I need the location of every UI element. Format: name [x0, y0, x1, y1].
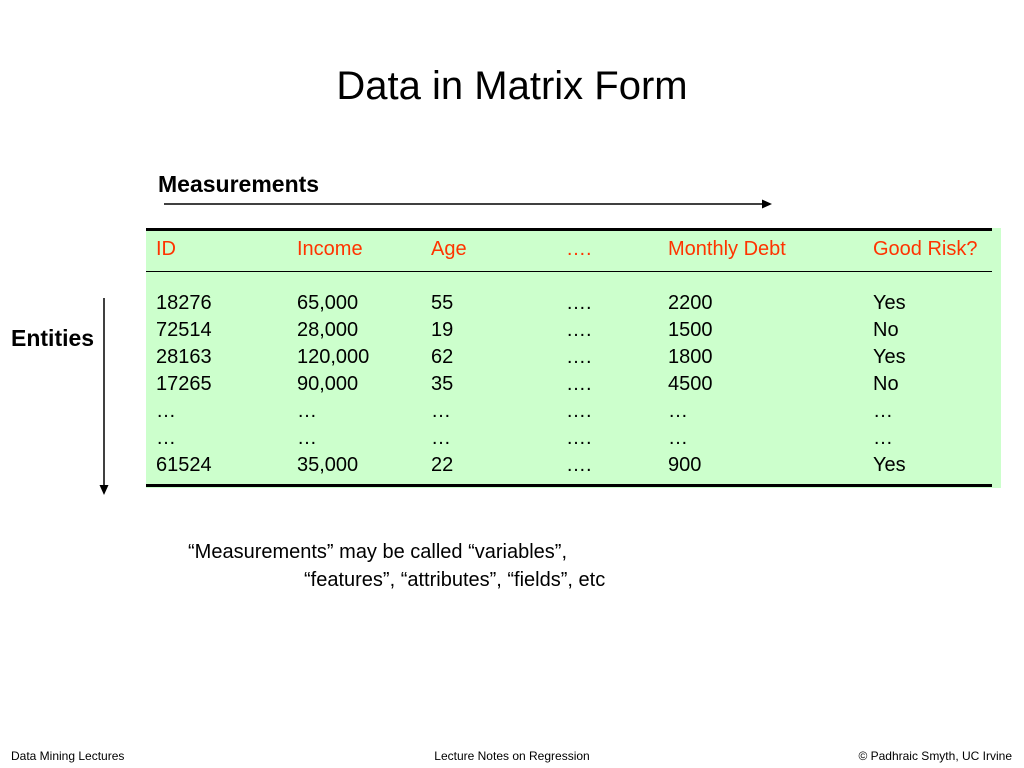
cell-income: 35,000: [297, 454, 359, 476]
table-header-rule: [146, 271, 992, 272]
cell-id: 17265: [156, 373, 212, 395]
cell-income: …: [297, 427, 317, 449]
table-bottom-rule: [146, 484, 992, 487]
cell-ellipsis: ….: [566, 400, 592, 422]
cell-monthly-debt: 1500: [668, 319, 713, 341]
cell-good-risk: Yes: [873, 346, 906, 368]
cell-ellipsis: ….: [566, 319, 592, 341]
cell-ellipsis: ….: [566, 454, 592, 476]
cell-monthly-debt: 2200: [668, 292, 713, 314]
footer-center: Lecture Notes on Regression: [434, 749, 590, 763]
cell-id: …: [156, 400, 176, 422]
cell-good-risk: …: [873, 427, 893, 449]
column-header-ellipsis: ….: [566, 238, 592, 260]
slide-title: Data in Matrix Form: [336, 64, 688, 108]
data-matrix-table: [146, 228, 1001, 488]
table-row: [146, 371, 1001, 398]
column-header-income: Income: [297, 238, 363, 260]
column-header-age: Age: [431, 238, 467, 260]
measurements-arrow: [164, 200, 772, 209]
cell-monthly-debt: …: [668, 427, 688, 449]
cell-age: 19: [431, 319, 454, 341]
cell-age: 35: [431, 373, 454, 395]
cell-age: …: [431, 427, 451, 449]
cell-good-risk: Yes: [873, 292, 906, 314]
table-top-rule: [146, 228, 992, 231]
measurements-label: Measurements: [158, 171, 320, 197]
cell-monthly-debt: 1800: [668, 346, 713, 368]
column-header-good-risk: Good Risk?: [873, 238, 978, 260]
cell-income: 65,000: [297, 292, 359, 314]
cell-age: 55: [431, 292, 454, 314]
cell-good-risk: …: [873, 400, 893, 422]
cell-monthly-debt: 900: [668, 454, 702, 476]
table-row: [146, 398, 1001, 425]
cell-income: 28,000: [297, 319, 359, 341]
footer-left: Data Mining Lectures: [11, 749, 125, 763]
cell-age: …: [431, 400, 451, 422]
table-header-row: [146, 236, 1001, 263]
cell-age: 62: [431, 346, 454, 368]
cell-id: …: [156, 427, 176, 449]
cell-good-risk: Yes: [873, 454, 906, 476]
cell-ellipsis: ….: [566, 346, 592, 368]
cell-id: 28163: [156, 346, 212, 368]
table-row: [146, 425, 1001, 452]
table-row: [146, 452, 1001, 479]
cell-good-risk: No: [873, 319, 899, 341]
footer-right: © Padhraic Smyth, UC Irvine: [858, 749, 1012, 763]
cell-id: 18276: [156, 292, 212, 314]
cell-monthly-debt: …: [668, 400, 688, 422]
note-line-1: “Measurements” may be called “variables”,: [188, 541, 568, 563]
cell-income: 90,000: [297, 373, 359, 395]
note-line-2: “features”, “attributes”, “fields”, etc: [304, 569, 606, 591]
cell-income: …: [297, 400, 317, 422]
table-row: [146, 317, 1001, 344]
cell-monthly-debt: 4500: [668, 373, 713, 395]
cell-ellipsis: ….: [566, 427, 592, 449]
cell-id: 72514: [156, 319, 212, 341]
column-header-monthly-debt: Monthly Debt: [668, 238, 786, 260]
cell-age: 22: [431, 454, 454, 476]
entities-arrow: [100, 298, 109, 495]
table-row: [146, 290, 1001, 317]
cell-good-risk: No: [873, 373, 899, 395]
column-header-id: ID: [156, 238, 176, 260]
table-row: [146, 344, 1001, 371]
cell-ellipsis: ….: [566, 292, 592, 314]
cell-id: 61524: [156, 454, 212, 476]
cell-ellipsis: ….: [566, 373, 592, 395]
cell-income: 120,000: [297, 346, 370, 368]
entities-label: Entities: [11, 325, 95, 351]
